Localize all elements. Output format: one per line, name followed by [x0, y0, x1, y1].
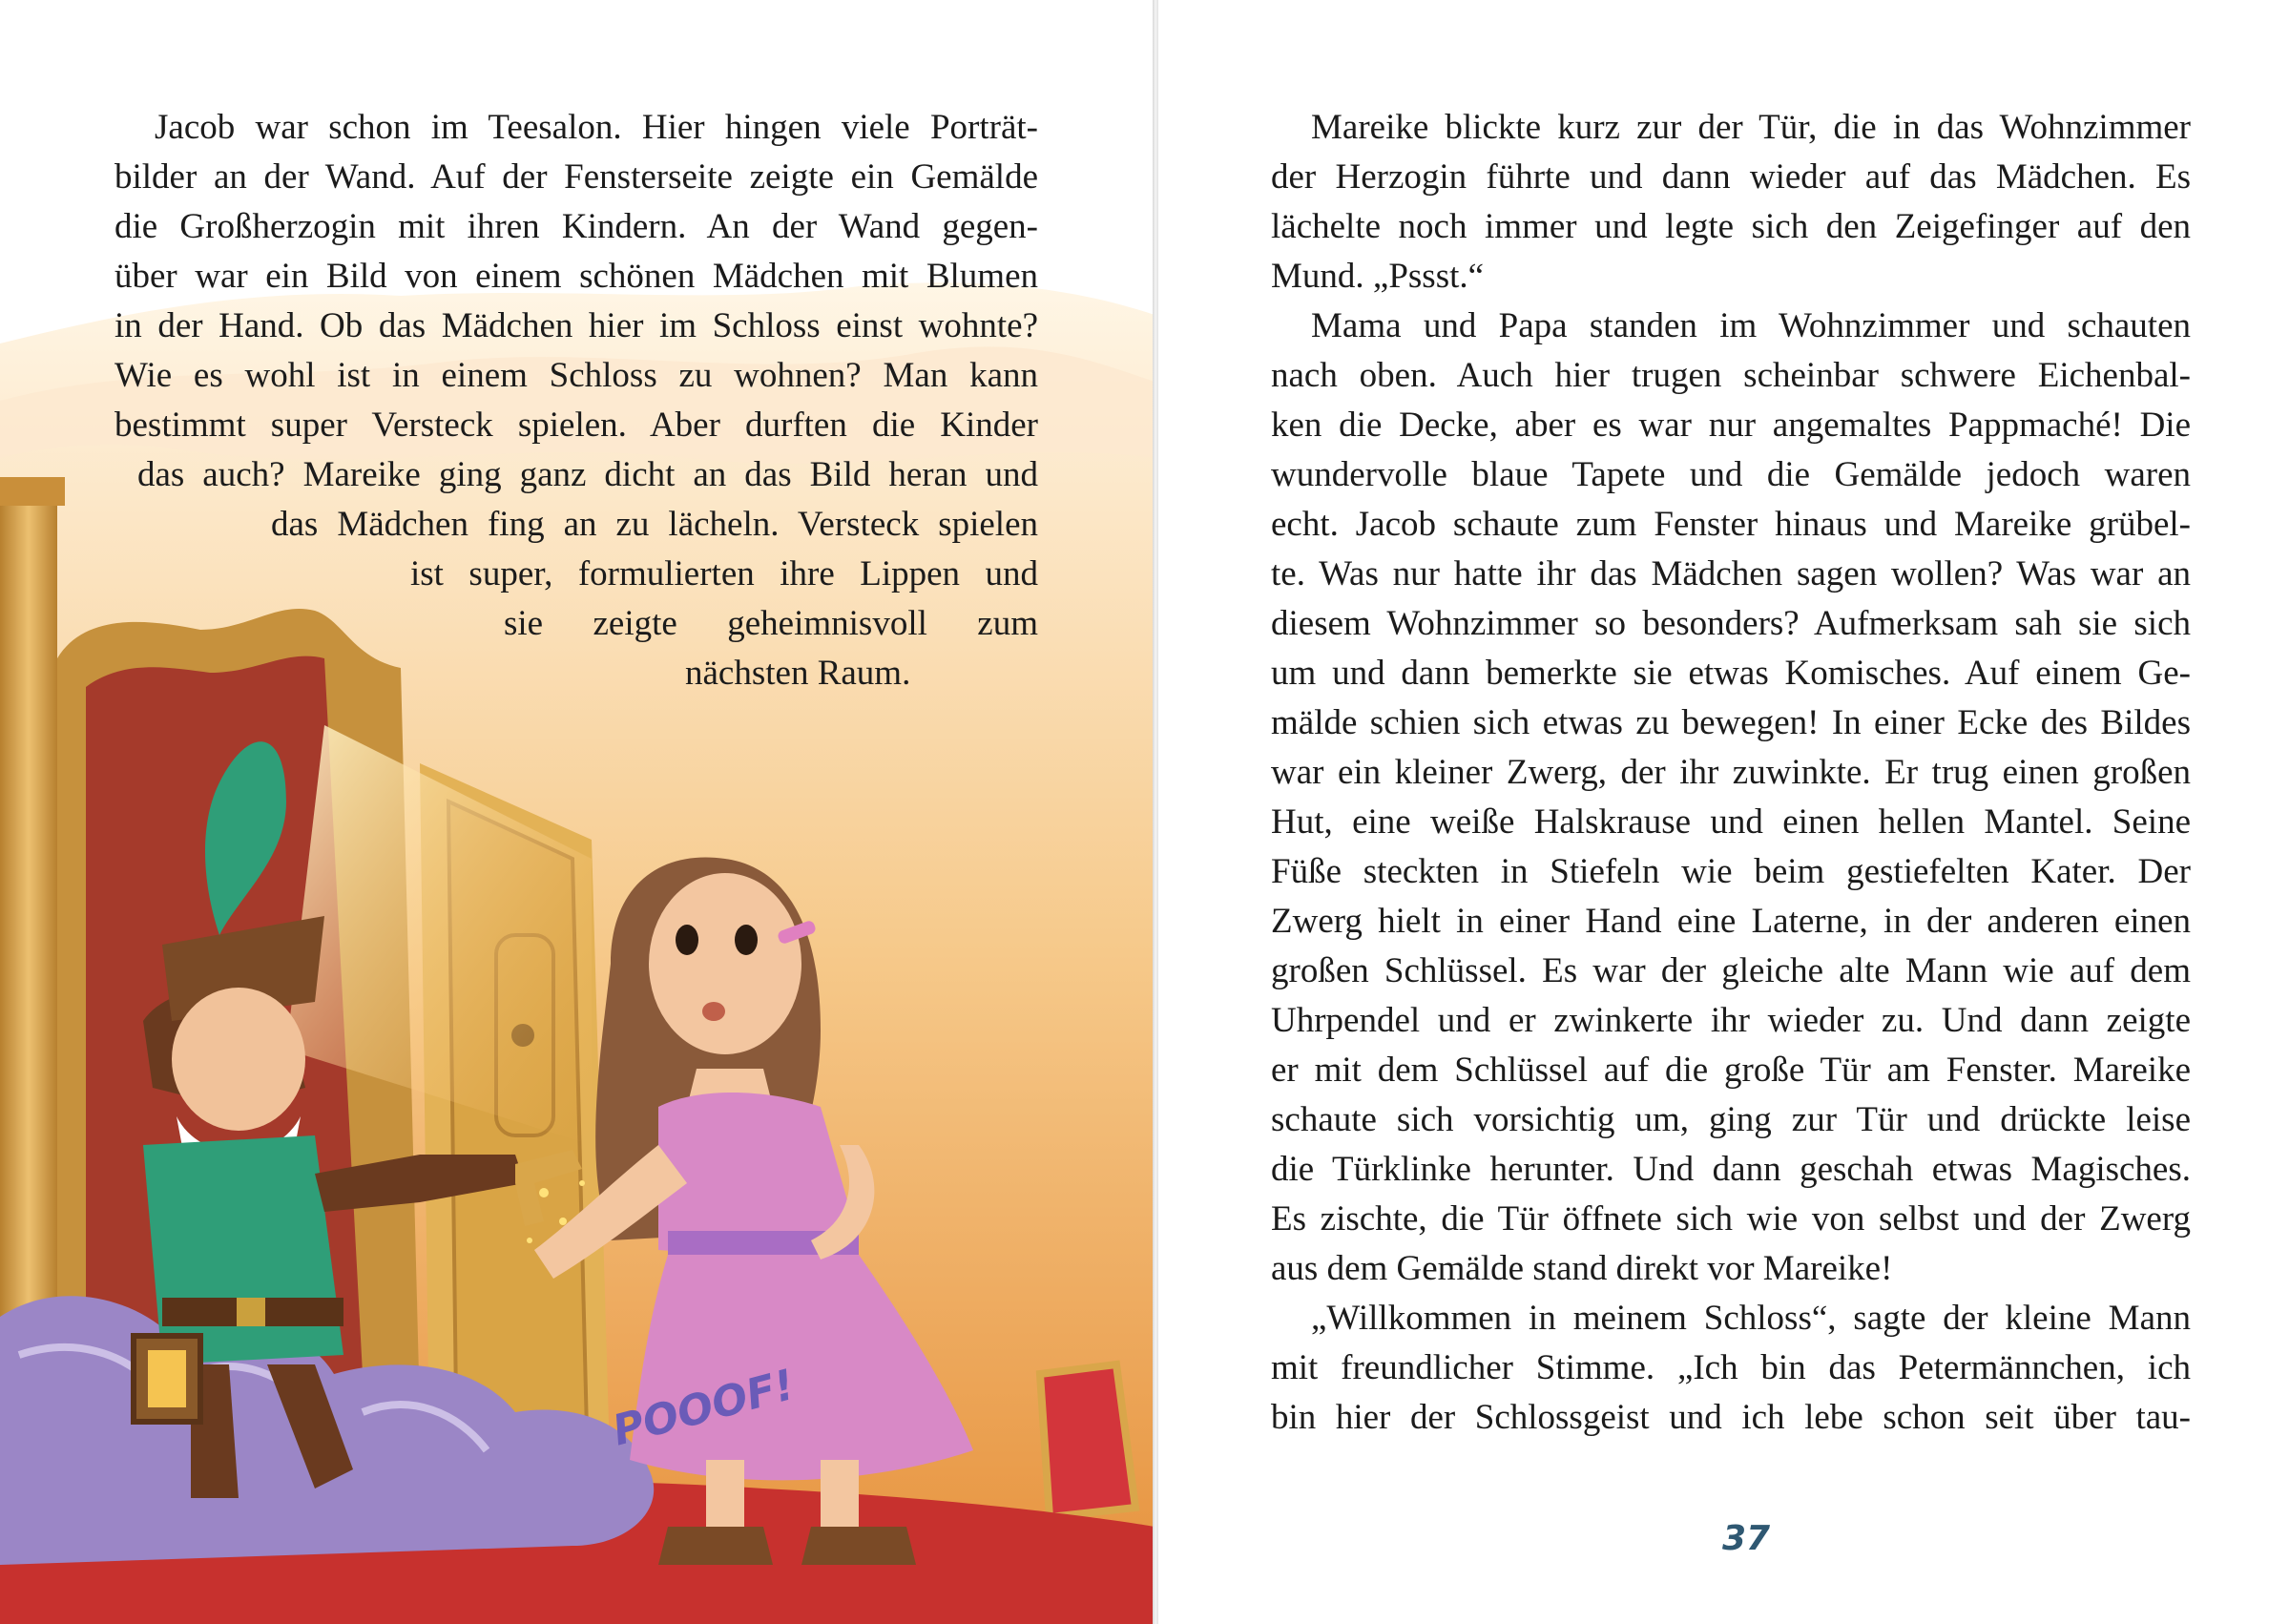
- text-line: Mund. „Pssst.“: [1271, 257, 1485, 296]
- text-line: lächelte noch immer und legte sich den Zeigefinger auf den: [1271, 207, 2191, 246]
- text-line: das Mädchen fing an zu lächeln. Versteck spielen: [271, 505, 1038, 544]
- text-line: Wie es wohl ist in einem Schloss zu wohnen? Man kann: [114, 356, 1038, 395]
- text-line: ken die Decke, aber es war nur angemaltes Pappmaché! Die: [1271, 406, 2191, 445]
- text-line: Zwerg hielt in einer Hand eine Laterne, in der anderen einen: [1271, 902, 2191, 941]
- text-line: das auch? Mareike ging ganz dicht an das Bild heran und: [137, 455, 1038, 494]
- text-line: um und dann bemerkte sie etwas Komisches. Auf einem Ge-: [1271, 654, 2191, 693]
- text-line: nächsten Raum.: [685, 654, 911, 693]
- text-line: bestimmt super Versteck spielen. Aber durften die Kinder: [114, 406, 1038, 445]
- text-line: die Großherzogin mit ihren Kindern. An der Wand gegen-: [114, 207, 1038, 246]
- poof-sound-effect: POOOF!: [607, 1360, 801, 1456]
- right-page-text: [1271, 103, 2191, 1443]
- page-number: 37: [1721, 1519, 1771, 1558]
- text-line: Es zischte, die Tür öffnete sich wie von selbst und der Zwerg: [1271, 1199, 2191, 1239]
- text-line: te. Was nur hatte ihr das Mädchen sagen wollen? Was war an: [1271, 554, 2191, 593]
- text-line: bilder an der Wand. Auf der Fensterseite zeigte ein Gemälde: [114, 157, 1038, 197]
- text-line: die Türklinke herunter. Und dann geschah etwas Magisches.: [1271, 1150, 2191, 1189]
- text-line: „Willkommen in meinem Schloss“, sagte der kleine Mann: [1311, 1299, 2191, 1338]
- text-line: in der Hand. Ob das Mädchen hier im Schloss einst wohnte?: [114, 306, 1038, 345]
- left-pillar: [0, 487, 57, 1345]
- text-line: großen Schlüssel. Es war der gleiche alte Mann wie auf dem: [1271, 951, 2191, 990]
- text-line: diesem Wohnzimmer so besonders? Aufmerksam sah sie sich: [1271, 604, 2191, 643]
- text-line: Füße steckten in Stiefeln wie beim gestiefelten Kater. Der: [1271, 852, 2191, 891]
- text-line: sie zeigte geheimnisvoll zum: [504, 604, 1038, 643]
- text-line: wundervolle blaue Tapete und die Gemälde jedoch waren: [1271, 455, 2191, 494]
- text-line: bin hier der Schlossgeist und ich lebe schon seit über tau-: [1271, 1398, 2191, 1437]
- text-line: Jacob war schon im Teesalon. Hier hingen viele Porträt-: [155, 108, 1038, 147]
- text-line: mit freundlicher Stimme. „Ich bin das Petermännchen, ich: [1271, 1348, 2191, 1387]
- text-line: mälde schien sich etwas zu bewegen! In einer Ecke des Bildes: [1271, 703, 2191, 742]
- text-line: Hut, eine weiße Halskrause und einen hellen Mantel. Seine: [1271, 802, 2191, 842]
- text-line: schaute sich vorsichtig um, ging zur Tür und drückte leise: [1271, 1100, 2191, 1139]
- text-line: der Herzogin führte und dann wieder auf das Mädchen. Es: [1271, 157, 2191, 197]
- text-line: nach oben. Auch hier trugen scheinbar schwere Eichenbal-: [1271, 356, 2191, 395]
- throne-chair: [1040, 1364, 1135, 1517]
- text-line: Uhrpendel und er zwinkerte ihr wieder zu. Und dann zeigte: [1271, 1001, 2191, 1040]
- text-line: echt. Jacob schaute zum Fenster hinaus und Mareike grübel-: [1271, 505, 2191, 544]
- text-line: war ein kleiner Zwerg, der ihr zuwinkte. Er trug einen großen: [1271, 753, 2191, 792]
- left-page-text: [114, 103, 1038, 698]
- text-line: ist super, formulierten ihre Lippen und: [410, 554, 1038, 593]
- text-line: Mareike blickte kurz zur der Tür, die in das Wohnzimmer: [1311, 108, 2191, 147]
- text-line: aus dem Gemälde stand direkt vor Mareike!: [1271, 1249, 1893, 1288]
- text-line: über war ein Bild von einem schönen Mädchen mit Blumen: [114, 257, 1038, 296]
- text-line: er mit dem Schlüssel auf die große Tür am Fenster. Mareike: [1271, 1051, 2191, 1090]
- text-line: Mama und Papa standen im Wohnzimmer und schauten: [1311, 306, 2191, 345]
